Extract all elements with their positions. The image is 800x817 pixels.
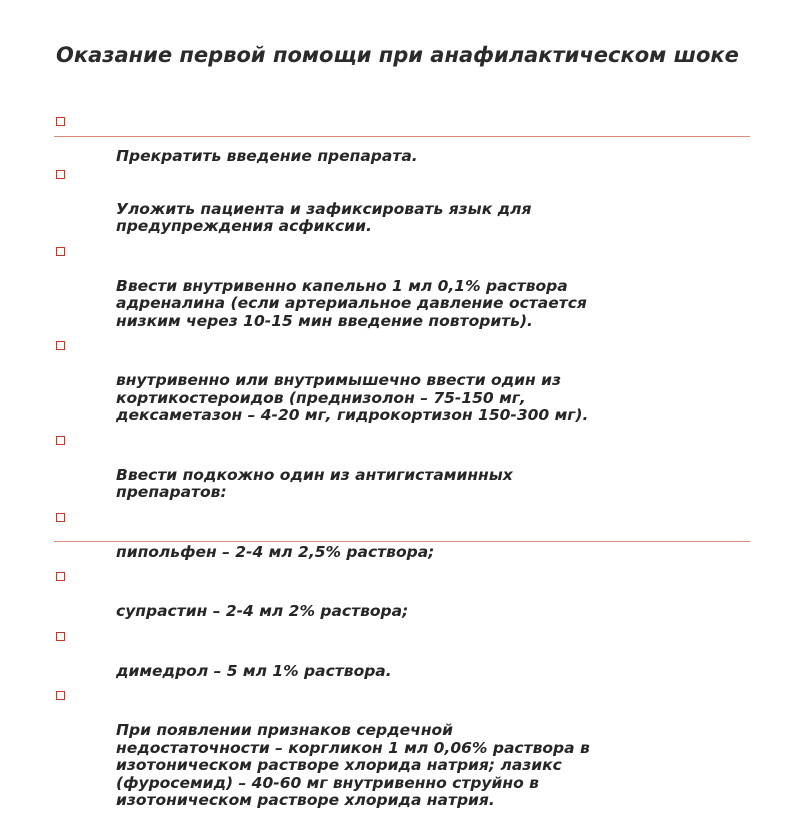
square-bullet-icon	[56, 170, 65, 179]
square-bullet-icon	[56, 247, 65, 256]
list-item	[54, 628, 774, 681]
list-item-text: Ввести подкожно один из антигистаминных препаратов:	[116, 465, 513, 501]
list-item-text: Уложить пациента и зафиксировать язык для предупреждения асфиксии.	[116, 199, 532, 235]
list-item	[54, 509, 774, 562]
list-item-text: димедрол – 5 мл 1% раствора.	[116, 661, 392, 680]
list-item-text: Ввести внутривенно капельно 1 мл 0,1% раствора адреналина (если артериальное давление остается низким через 10-15 мин введение повторить).	[116, 276, 587, 330]
slide-title: Оказание первой помощи при анафилактическом шоке	[56, 43, 739, 67]
square-bullet-icon	[56, 632, 65, 641]
square-bullet-icon	[56, 117, 65, 126]
bullet-list	[54, 113, 774, 817]
list-item-text: супрастин – 2-4 мл 2% раствора;	[116, 602, 409, 620]
list-item	[54, 337, 774, 425]
bottom-divider	[54, 541, 750, 542]
list-item-text: Прекратить введение препарата.	[116, 147, 418, 165]
square-bullet-icon	[56, 341, 65, 350]
list-item	[54, 166, 774, 236]
list-item	[54, 687, 774, 810]
list-item-text: внутривенно или внутримышечно ввести один из кортикостероидов (преднизолон – 75-150 мг, дексаметазон – 4-20 мг, гидрокортизон 150-300 мг).	[116, 371, 589, 424]
list-item	[54, 432, 774, 502]
square-bullet-icon	[56, 572, 65, 581]
square-bullet-icon	[56, 513, 65, 522]
list-item-text: пипольфен – 2-4 мл 2,5% раствора;	[116, 542, 435, 561]
list-item	[54, 243, 774, 331]
list-item-text: При появлении признаков сердечной недостаточности – коргликон 1 мл 0,06% раствора в изотоническом растворе хлорида натрия; лазикс (фуросемид) – 40-60 мг внутривенно струйно в изотоническом растворе хлорида натрия.	[116, 721, 590, 809]
list-item	[54, 568, 774, 621]
list-item	[54, 113, 774, 166]
square-bullet-icon	[56, 436, 65, 445]
square-bullet-icon	[56, 691, 65, 700]
